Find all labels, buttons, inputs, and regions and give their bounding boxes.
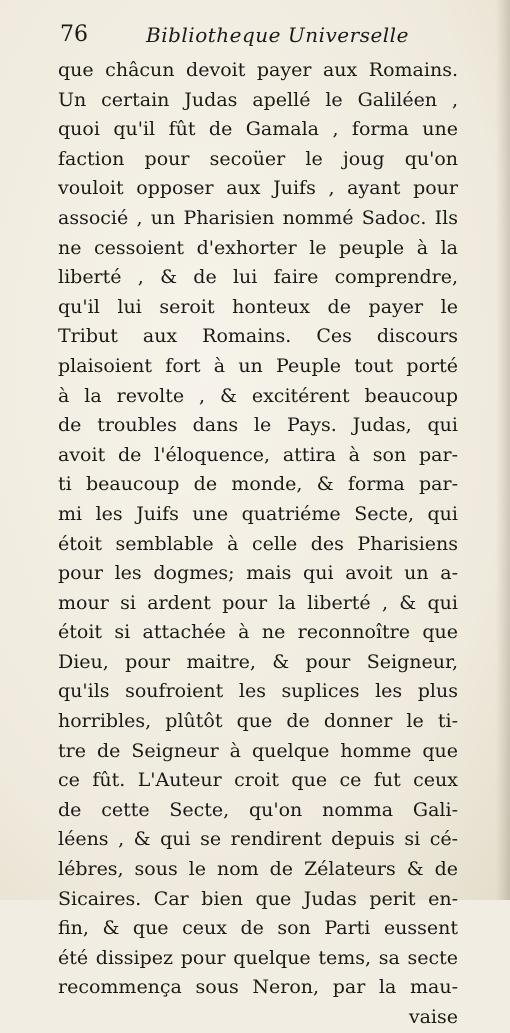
text-line: fin, & que ceux de son Parti eussent <box>58 917 458 940</box>
catchword: vaise <box>408 1006 458 1028</box>
page-number: 76 <box>60 22 88 47</box>
text-line: à la revolte , & excitérent beaucoup <box>58 384 458 407</box>
text-line: mour si ardent pour la liberté , & qui <box>58 591 458 614</box>
text-line: pour les dogmes; mais qui avoit un a- <box>58 562 458 585</box>
text-line: ce fût. L'Auteur croit que ce fut ceux <box>58 769 458 792</box>
text-line: de cette Secte, qu'on nomma Gali- <box>58 798 458 821</box>
text-line: étoit si attachée à ne reconnoître que <box>58 621 458 644</box>
text-line: ne cessoient d'exhorter le peuple à la <box>58 236 458 259</box>
text-line: Tribut aux Romains. Ces discours <box>58 325 458 348</box>
text-line: recommença sous Neron, par la mau- <box>58 976 458 999</box>
text-line: que châcun devoit payer aux Romains. <box>58 59 458 81</box>
text-line: Sicaires. Car bien que Judas perit en- <box>58 887 458 910</box>
text-line: qu'il lui seroit honteux de payer le <box>58 295 458 318</box>
text-line: faction pour secoüer le joug qu'on <box>58 147 458 170</box>
text-line: mi les Juifs une quatriéme Secte, qui <box>58 502 458 525</box>
text-line: étoit semblable à celle des Pharisiens <box>58 532 458 555</box>
text-line: liberté , & de lui faire comprendre, <box>58 266 458 289</box>
page-header <box>60 18 460 52</box>
text-line: Dieu, pour maitre, & pour Seigneur, <box>58 650 458 673</box>
page-gutter-shadow <box>496 0 510 900</box>
text-line: quoi qu'il fût de Gamala , forma une <box>58 118 458 141</box>
text-line: qu'ils soufroient les suplices les plus <box>58 680 458 703</box>
body-text <box>58 56 458 1033</box>
text-line: léens , & qui se rendirent depuis si cé- <box>58 828 458 851</box>
text-line: avoit de l'éloquence, attira à son par- <box>58 443 458 466</box>
text-line: horribles, plûtôt que de donner le ti- <box>58 710 458 733</box>
running-title: Bibliotheque Universelle <box>146 23 409 47</box>
text-line: vouloit opposer aux Juifs , ayant pour <box>58 177 458 200</box>
text-line: plaisoient fort à un Peuple tout porté <box>58 354 458 377</box>
text-line: ti beaucoup de monde, & forma par- <box>58 473 458 496</box>
text-line: de troubles dans le Pays. Judas, qui <box>58 414 458 437</box>
text-line: associé , un Pharisien nommé Sadoc. Ils <box>58 206 458 229</box>
text-line: Un certain Judas apellé le Galiléen , <box>58 88 458 111</box>
text-line: été dissipez pour quelque tems, sa secte <box>58 946 458 969</box>
text-line: lébres, sous le nom de Zélateurs & de <box>58 858 458 881</box>
text-line: tre de Seigneur à quelque homme que <box>58 739 458 762</box>
